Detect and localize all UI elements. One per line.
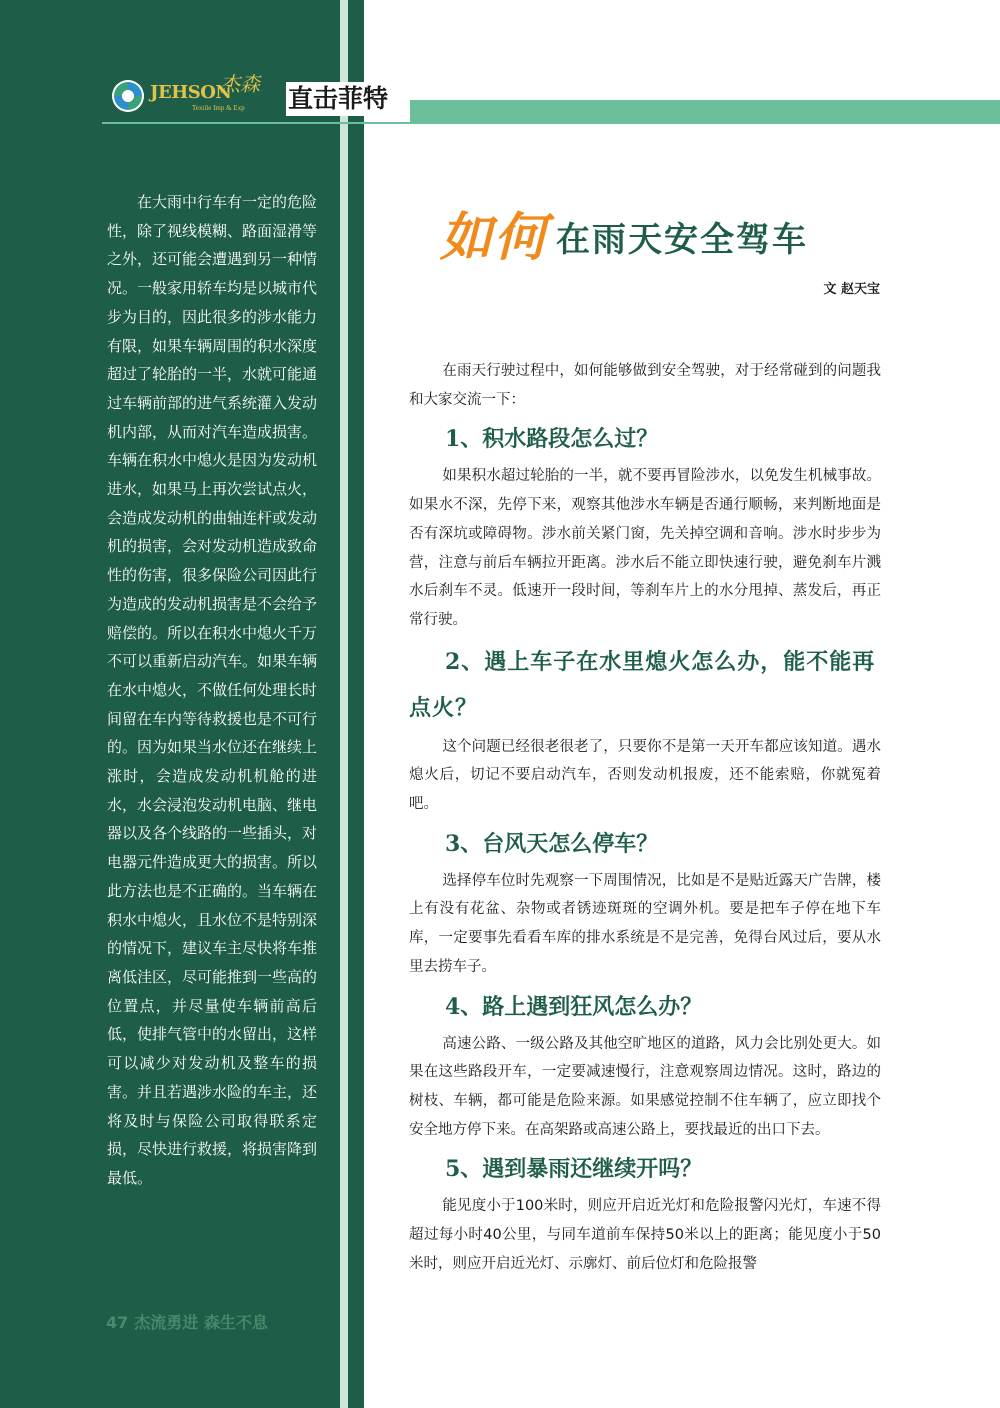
brand-logo: [102, 70, 272, 124]
intro-paragraph: 在雨天行驶过程中，如何能够做到安全驾驶，对于经常碰到的问题我和大家交流一下：: [409, 363, 881, 408]
header-divider: [274, 78, 277, 122]
logo-subtitle: Textile Imp & Exp: [192, 104, 245, 112]
section-heading: 4、路上遇到狂风怎么办？: [445, 993, 703, 1020]
section-paragraph: 选择停车位时先观察一下周围情况，比如是不是贴近露天广告牌，楼上有没有花盆、杂物或者锈迹斑斑的空调外机。要是把车子停在地下车库，一定要事先看看车库的排水系统是不是完善，免得台风过后，要从水里去捞车子。: [409, 872, 881, 975]
logo-swirl-icon: [110, 78, 146, 114]
section-paragraph: 这个问题已经很老很老了，只要你不是第一天开车都应该知道。遇水熄火后，切记不要启动汽车，否则发动机报废，还不能索赔，你就冤着吧。: [409, 738, 881, 813]
divider-stripe-light: [340, 0, 348, 1408]
section-heading: 2、遇上车子在水里熄火怎么办，能不能再点火？: [409, 648, 876, 721]
page-footer: [106, 1310, 268, 1333]
sidebar-text: 在大雨中行车有一定的危险性，除了视线模糊、路面湿滑等之外，还可能会遭遇到另一种情况。一般家用轿车均是以城市代步为目的，因此很多的涉水能力有限，如果车辆周围的积水深度超过了轮胎的一半，水就可能通过车辆前部的进气系统灌入发动机内部，从而对汽车造成损害。车辆在积水中熄火是因为发动机进水，如果马上再次尝试点火，会造成发动机的曲轴连杆或发动机的损害，会对发动机造成致命性的伤害，很多保险公司因此行为造成的发动机损害是不会给予赔偿的。所以在积水中熄火千万不可以重新启动汽车。如果车辆在水中熄火，不做任何处理长时间留在车内等待救援也是不可行的。因为如果当水位还在继续上涨时，会造成发动机机舱的进水，水会浸泡发动机电脑、继电器以及各个线路的一些插头，对电器元件造成更大的损害。所以此方法也是不正确的。当车辆在积水中熄火，且水位不是特别深的情况下，建议车主尽快将车推离低洼区，尽可能推到一些高的位置点，并尽量使车辆前高后低，使排气管中的水留出，这样可以减少对发动机及整车的损害。并且若遇涉水险的车主，还将及时与保险公司取得联系定损，尽快进行救援，将损害降到最低。: [107, 193, 318, 1187]
section-paragraph: 高速公路、一级公路及其他空旷地区的道路，风力会比别处更大。如果在这些路段开车，一定要减速慢行，注意观察周边情况。这时，路边的树枝、车辆，都可能是危险来源。如果感觉控制不住车辆了，应立即找个安全地方停下来。在高架路或高速公路上，要找最近的出口下去。: [409, 1035, 881, 1138]
header-rule-line: [102, 122, 1000, 124]
page-header: [102, 70, 1000, 124]
divider-stripe-dark: [348, 0, 364, 1408]
title-accent: 如何: [440, 207, 549, 268]
header-rule-bar: [410, 100, 1000, 122]
logo-wordmark: JEHSON: [150, 82, 232, 103]
logo-calligraphy: 杰森: [220, 72, 260, 96]
article-body: [409, 357, 881, 1278]
section-heading: 5、遇到暴雨还继续开吗？: [445, 1156, 703, 1183]
title-main: 在雨天安全驾车: [556, 220, 809, 260]
section-paragraph: 如果积水超过轮胎的一半，就不要再冒险涉水，以免发生机械事故。如果水不深，先停下来，观察其他涉水车辆是否通行顺畅，来判断地面是否有深坑或障碍物。涉水前关紧门窗，先关掉空调和音响。涉水时步步为营，注意与前后车辆拉开距离。涉水后不能立即快速行驶，避免刹车片溅水后刹车不灵。低速开一段时间，等刹车片上的水分甩掉、蒸发后，再正常行驶。: [409, 468, 881, 628]
section-title: 直击菲特: [286, 82, 394, 116]
footer-slogan: 杰流勇进 森生不息: [134, 1313, 268, 1332]
byline: 文 赵天宝: [823, 282, 880, 297]
section-heading: 1、积水路段怎么过？: [445, 426, 659, 453]
article-title: [440, 198, 808, 268]
page-number: 47: [106, 1313, 129, 1332]
section-paragraph: 能见度小于100米时，则应开启近光灯和危险报警闪光灯，车速不得超过每小时40公里，与同车道前车保持50米以上的距离；能见度小于50米时，则应开启近光灯、示廓灯、前后位灯和危险报警: [409, 1198, 881, 1272]
section-heading: 3、台风天怎么停车？: [445, 830, 659, 857]
